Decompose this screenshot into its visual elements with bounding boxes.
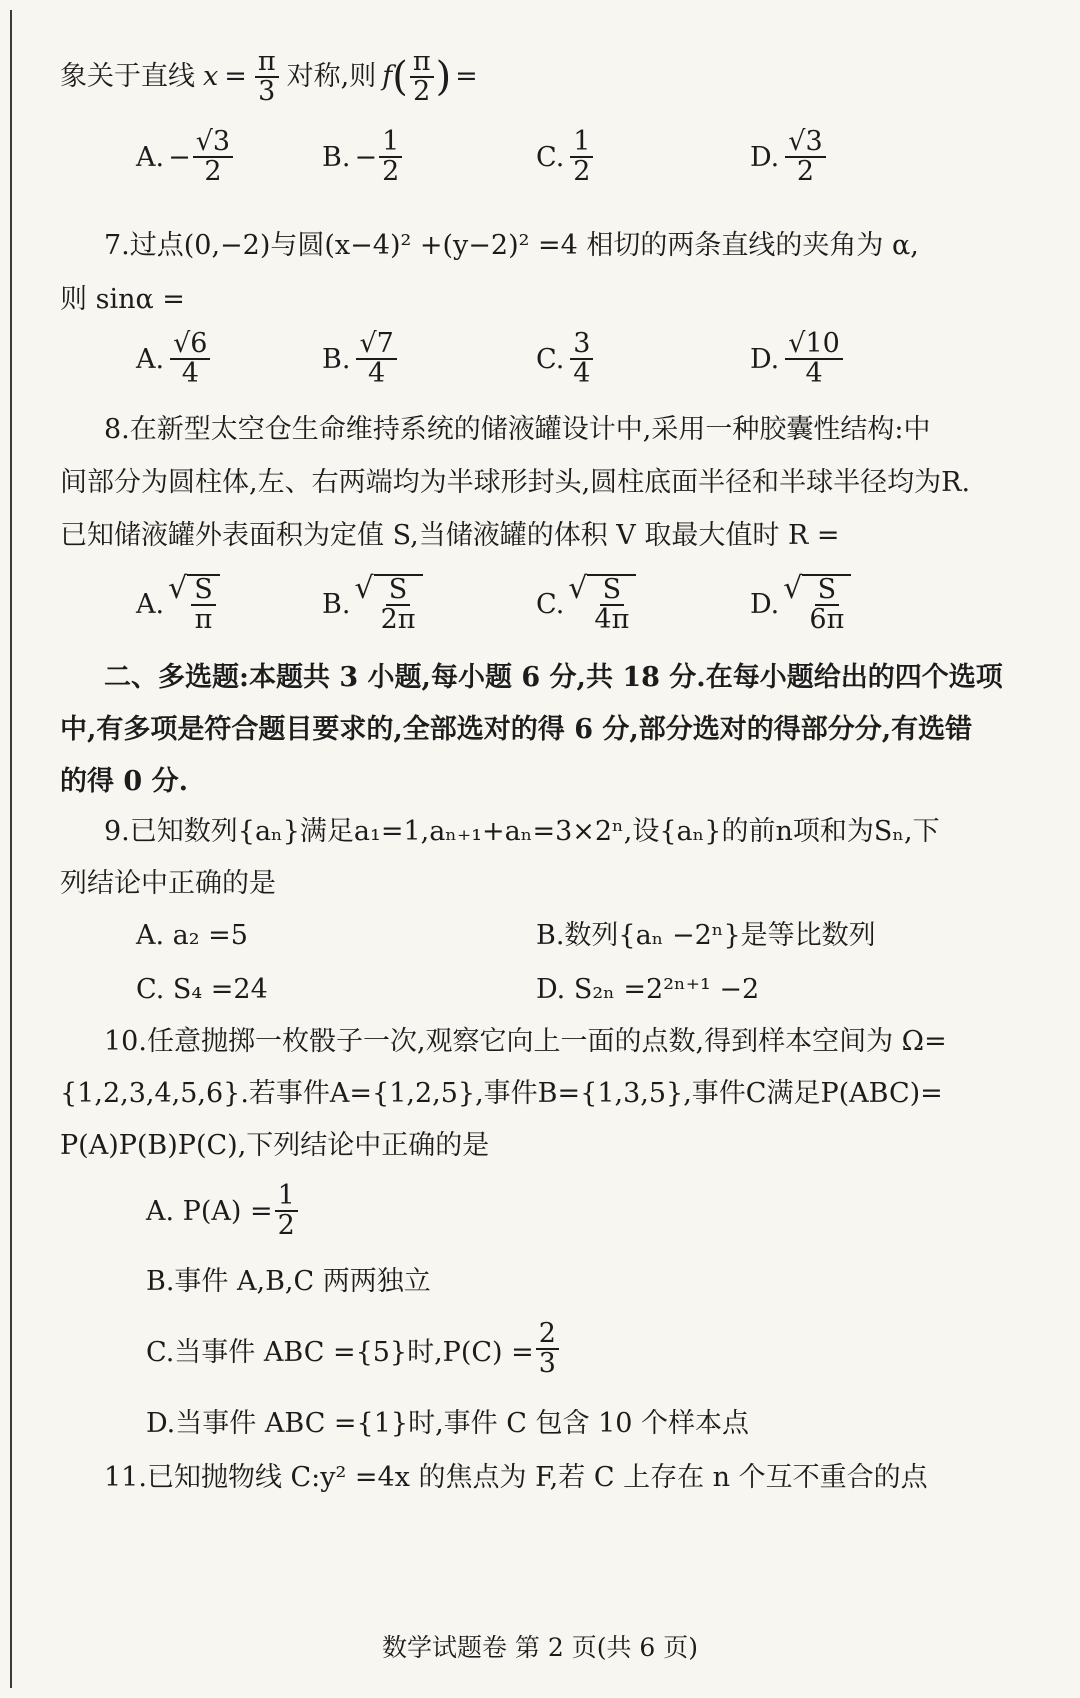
q8-option-d: D. √ $\frac{S}{6\pi}$ <box>750 574 851 635</box>
q6-option-b: B. − $\frac{1}{2}$ <box>322 128 404 187</box>
q8-option-b: B. √ $\frac{S}{2\pi}$ <box>322 574 423 635</box>
section2-heading-line1: 二、多选题:本题共 3 小题,每小题 6 分,共 18 分.在每小题给出的四个选项 <box>104 662 1003 693</box>
binding-margin-line <box>10 10 12 1688</box>
q8-option-c: C. √ $\frac{S}{4\pi}$ <box>536 574 636 635</box>
q6-x-eq: = <box>224 61 247 93</box>
q6-pi-over-3 <box>255 48 279 107</box>
q6-text-prefix: 象关于直线 <box>60 61 195 93</box>
q10-option-c: C.当事件 ABC ={5}时,P(C) = $\frac{2}{3}$ <box>146 1320 561 1379</box>
q7-option-d: D. $\frac{√10}{4}$ <box>750 330 845 389</box>
q6-x-var: x <box>203 61 219 93</box>
q11-stem-line1: 11.已知抛物线 C:y² =4x 的焦点为 F,若 C 上存在 n 个互不重合的点 <box>104 1462 928 1493</box>
q7-option-a: A. $\frac{√6}{4}$ <box>136 330 212 389</box>
q8-stem-line1: 8.在新型太空仓生命维持系统的储液罐设计中,采用一种胶囊性结构:中 <box>104 414 931 445</box>
section2-heading-line3: 的得 0 分. <box>60 766 188 797</box>
q6-stem-line: 象关于直线 x = $\frac{\pi}{3}$ 对称,则 f ( $\frac{\pi}{2}$ ) = <box>60 46 478 108</box>
q6-three: 3 <box>258 76 276 108</box>
q9-option-c: C. S₄ =24 <box>136 974 268 1005</box>
q8-stem-line2: 间部分为圆柱体,左、右两端均为半球形封头,圆柱底面半径和半球半径均为R. <box>60 467 971 498</box>
q9-option-d: D. S₂ₙ =2²ⁿ⁺¹ −2 <box>536 974 760 1005</box>
q10-stem-line3: P(A)P(B)P(C),下列结论中正确的是 <box>60 1130 490 1161</box>
q6-text-mid: 对称,则 <box>286 61 377 93</box>
q6-eq-end: = <box>455 61 478 93</box>
page-footer: 数学试题卷 第 2 页(共 6 页) <box>381 1633 699 1662</box>
q8-stem-line3: 已知储液罐外表面积为定值 S,当储液罐的体积 V 取最大值时 R = <box>60 520 840 551</box>
q9-option-a: A. a₂ =5 <box>136 920 248 951</box>
q6-two: 2 <box>413 76 431 108</box>
q10-option-a: A. P(A) = $\frac{1}{2}$ <box>146 1182 300 1241</box>
q7-option-b: B. $\frac{√7}{4}$ <box>322 330 399 389</box>
q10-option-b: B.事件 A,B,C 两两独立 <box>146 1266 431 1297</box>
q10-option-d: D.当事件 ABC ={1}时,事件 C 包含 10 个样本点 <box>146 1408 750 1439</box>
section2-heading-line2: 中,有多项是符合题目要求的,全部选对的得 6 分,部分选对的得部分分,有选错 <box>60 714 973 745</box>
q6-option-d: D. $\frac{√3}{2}$ <box>750 128 828 187</box>
q6-f-var: f <box>382 61 393 93</box>
q7-option-c: C. $\frac{3}{4}$ <box>536 330 595 389</box>
q10-stem-line1: 10.任意抛掷一枚骰子一次,观察它向上一面的点数,得到样本空间为 Ω= <box>104 1026 947 1057</box>
q10-stem-line2: {1,2,3,4,5,6}.若事件A={1,2,5},事件B={1,3,5},事件C满足P(ABC)= <box>60 1078 943 1109</box>
q9-stem-line2: 列结论中正确的是 <box>60 868 276 899</box>
q7-stem-line1: 7.过点(0,−2)与圆(x−4)² +(y−2)² =4 相切的两条直线的夹角为 α, <box>104 230 919 261</box>
q6-pi: π <box>255 48 279 78</box>
q8-option-a: A. √ $\frac{S}{\pi}$ <box>136 574 220 635</box>
q6-option-c: C. $\frac{1}{2}$ <box>536 128 595 187</box>
q6-option-a: A. − $\frac{√3}{2}$ <box>136 128 235 187</box>
q6-pi-over-2 <box>410 48 434 107</box>
q6-pi-2: π <box>410 48 434 78</box>
q9-option-b: B.数列{aₙ −2ⁿ}是等比数列 <box>536 920 876 951</box>
q7-stem-line2: 则 sinα = <box>60 284 185 315</box>
q9-stem-line1: 9.已知数列{aₙ}满足a₁=1,aₙ₊₁+aₙ=3×2ⁿ,设{aₙ}的前n项和为Sₙ,下 <box>104 816 940 847</box>
